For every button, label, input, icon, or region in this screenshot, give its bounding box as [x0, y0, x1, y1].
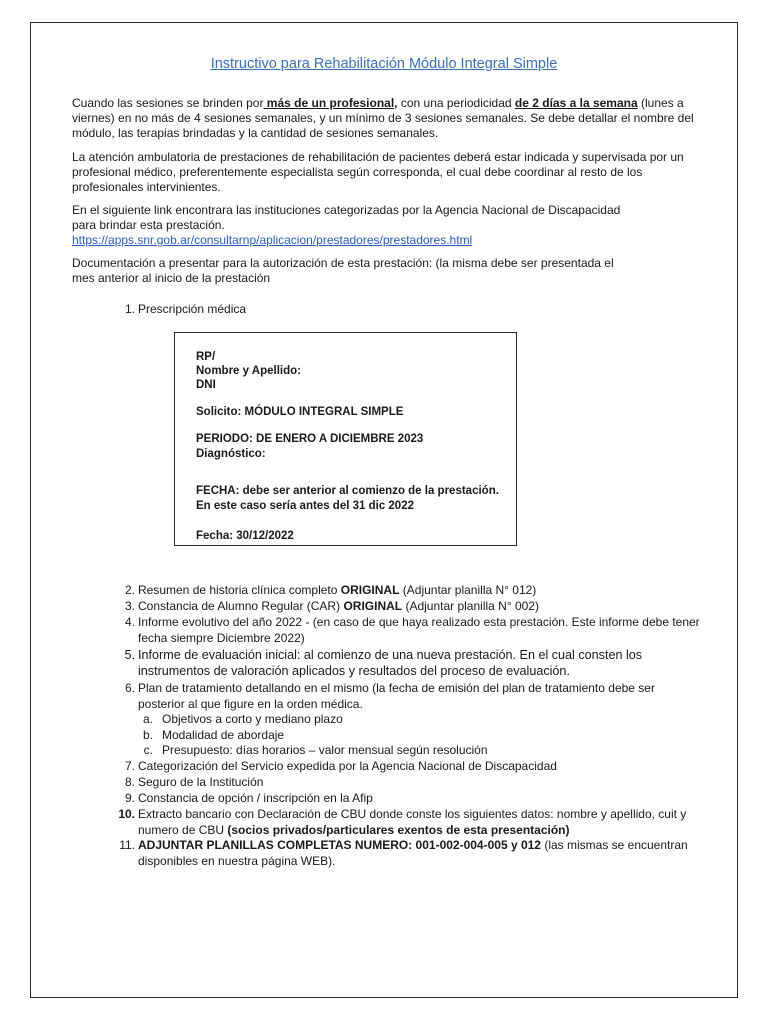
- item-text: Seguro de la Institución: [138, 775, 264, 789]
- text: Cuando las sesiones se brinden por: [72, 96, 264, 110]
- document-page: [30, 22, 738, 998]
- text: mes anterior al inicio de la prestación: [72, 271, 271, 286]
- item-number: 9.: [124, 791, 135, 805]
- item-text: Informe evolutivo del año 2022 - (en caso de que haya realizado esta prestación. Este informe debe tener fecha siempre Diciembre 2022): [138, 615, 700, 645]
- prescription-box: [174, 332, 517, 546]
- text: (Adjuntar planilla N° 012): [399, 583, 537, 597]
- rx-diagnostico: Diagnóstico:: [196, 448, 266, 460]
- rx-nombre: Nombre y Apellido:: [196, 365, 301, 377]
- item-text: Constancia de opción / inscripción en la Afip: [138, 791, 373, 805]
- item-number: 7.: [124, 759, 135, 773]
- emphasis: ORIGINAL: [340, 583, 400, 597]
- item-text: Presupuesto: días horarios – valor mensual según resolución: [162, 743, 488, 757]
- text: para brindar esta prestación.: [72, 218, 225, 233]
- paragraph-link: [72, 203, 702, 249]
- item-number: 5.: [124, 648, 135, 662]
- prestadores-link[interactable]: https://apps.snr.gob.ar/consultarnp/aplicacion/prestadores/prestadores.html: [72, 233, 473, 248]
- item-text: Objetivos a corto y mediano plazo: [162, 712, 343, 726]
- text: (Adjuntar planilla N° 002): [402, 599, 539, 613]
- item-text: [138, 807, 703, 838]
- text: Resumen de historia clínica completo: [138, 583, 341, 597]
- item-text: Modalidad de abordaje: [162, 728, 285, 742]
- item-number: 10.: [118, 807, 135, 821]
- text: (las mismas se encuentran disponibles en nuestra página WEB).: [138, 838, 688, 868]
- paragraph-documentation: [72, 256, 702, 286]
- item-text: [138, 838, 703, 869]
- text: con una periodicidad: [397, 96, 515, 110]
- text: (lunes a viernes) en no más de 4 sesiones semanales, y un mínimo de 3 sesiones semanales. Se debe detallar el nombre del módulo, las terapias brindadas y la cantidad de sesiones semanales.: [72, 96, 694, 141]
- item-text: Informe de evaluación inicial: al comienzo de una nueva prestación. En el cual consten los instrumentos de valoración aplicados y resultados del proceso de evaluación.: [138, 648, 643, 678]
- item-number: 6.: [124, 681, 135, 695]
- rx-solicito: Solicito: MÓDULO INTEGRAL SIMPLE: [196, 406, 404, 418]
- paragraph-sessions: [72, 96, 702, 142]
- rx-fecha-nota: En este caso sería antes del 31 dic 2022: [196, 500, 414, 512]
- text: Extracto bancario con Declaración de CBU donde conste los siguientes datos: nombre y apellido, cuit y numero de CBU: [138, 807, 687, 837]
- rx-fecha: Fecha: 30/12/2022: [196, 530, 294, 542]
- text: Documentación a presentar para la autorización de esta prestación: (la misma debe ser presentada el: [72, 256, 614, 270]
- rx-fecha-nota: FECHA: debe ser anterior al comienzo de la prestación.: [196, 485, 499, 497]
- item-number: 1.: [124, 302, 135, 316]
- emphasis-frequency: de 2 días a la semana: [514, 96, 638, 110]
- item-letter: c.: [143, 743, 153, 757]
- paragraph-supervision: La atención ambulatoria de prestaciones de rehabilitación de pacientes deberá estar indicada y supervisada por un profesional médico, preferentemente especialista según corresponda, el cual debe coordinar al resto de los profesionales intervinientes.: [72, 150, 684, 195]
- page-title: Instructivo para Rehabilitación Módulo Integral Simple: [210, 56, 558, 72]
- text: En el siguiente link encontrara las instituciones categorizadas por la Agencia Nacional de Discapacidad: [72, 203, 621, 217]
- emphasis: ORIGINAL: [343, 599, 403, 613]
- item-text: [138, 599, 703, 615]
- item-letter: a.: [142, 712, 153, 726]
- item-letter: b.: [142, 728, 153, 742]
- rx-periodo: PERIODO: DE ENERO A DICIEMBRE 2023: [196, 433, 424, 445]
- item-text: [138, 583, 703, 599]
- item-number: 3.: [124, 599, 135, 613]
- item-number: 11.: [119, 838, 135, 852]
- text: Constancia de Alumno Regular (CAR): [138, 599, 344, 613]
- emphasis: (socios privados/particulares exentos de esta presentación): [227, 822, 570, 837]
- item-number: 2.: [124, 583, 135, 597]
- item-number: 8.: [124, 775, 135, 789]
- item-text: Categorización del Servicio expedida por la Agencia Nacional de Discapacidad: [138, 759, 557, 773]
- emphasis-professional: más de un profesional,: [263, 96, 398, 110]
- rx-dni: DNI: [196, 379, 216, 391]
- item-text: Plan de tratamiento detallando en el mismo (la fecha de emisión del plan de tratamiento debe ser posterior al que figure en la orden médica.: [138, 681, 655, 711]
- item-text: Prescripción médica: [138, 302, 247, 316]
- item-number: 4.: [124, 615, 135, 629]
- emphasis: ADJUNTAR PLANILLAS COMPLETAS NUMERO: 001-002-004-005 y 012: [138, 838, 541, 852]
- rx-rp: RP/: [196, 351, 216, 363]
